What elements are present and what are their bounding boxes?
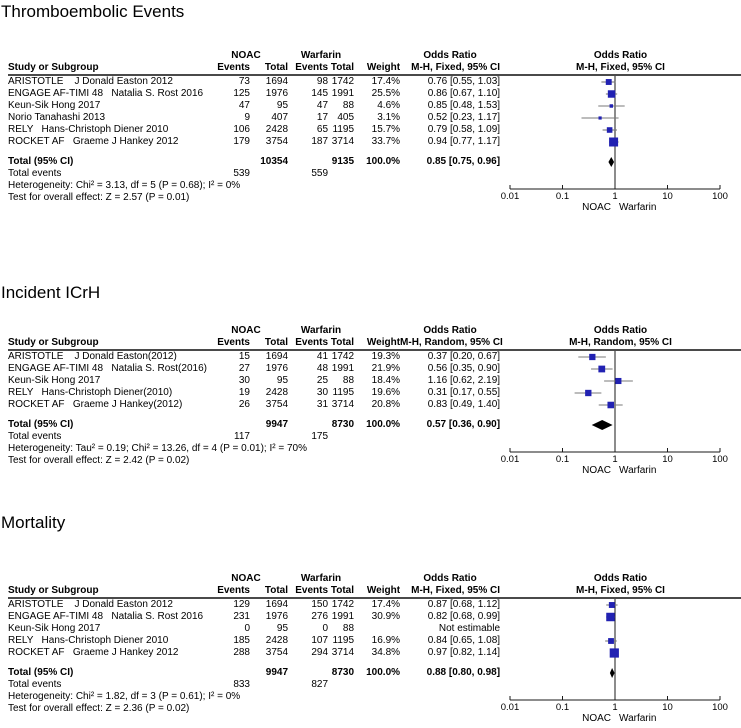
forest-table <box>8 325 503 467</box>
total-events-warfarin: 827 <box>311 679 329 690</box>
group-header-noac: NOAC <box>231 573 261 584</box>
axis-tick-label: 10 <box>662 702 673 713</box>
group-header-noac: NOAC <box>231 325 261 336</box>
group-header-row <box>8 573 500 585</box>
col-header-noac-events: Events <box>204 337 250 350</box>
total-events-label: Total events <box>8 679 62 690</box>
col-header-warfarin-events: Events <box>288 337 328 350</box>
study-effect: Not estimable <box>438 623 501 634</box>
forest-plot <box>500 599 741 726</box>
study-effect: 0.87 [0.68, 1.12] <box>427 599 501 610</box>
axis-tick-label: 0.1 <box>555 191 570 202</box>
axis-tick-label: 10 <box>662 454 673 465</box>
warfarin-total: 1742 <box>331 351 355 362</box>
noac-total: 2428 <box>265 387 289 398</box>
noac-events: 288 <box>233 647 250 658</box>
study-row <box>8 112 500 124</box>
cell <box>288 156 328 168</box>
plot-header-measure: Odds Ratio <box>593 325 648 336</box>
cell <box>328 679 354 691</box>
col-header-noac-events: Events <box>204 585 250 598</box>
study-marker <box>585 390 591 396</box>
col-header-warfarin-events: Events <box>288 62 328 75</box>
study-marker <box>607 127 613 133</box>
study-name: ENGAGE AF-TIMI 48 Natalia S. Rost 2016 <box>8 611 204 622</box>
total-diamond <box>592 420 613 430</box>
group-header-warfarin: Warfarin <box>300 325 342 336</box>
forest-plot <box>500 76 741 215</box>
study-row <box>8 124 500 136</box>
total-label: Total (95% CI) <box>8 156 74 167</box>
col-header-study: Study or Subgroup <box>8 62 204 75</box>
study-row <box>8 635 500 647</box>
heterogeneity-text: Heterogeneity: Tau² = 0.19; Chi² = 13.26, df = 4 (P = 0.01); I² = 70% <box>8 443 307 454</box>
warfarin-total: 88 <box>342 623 355 634</box>
noac-events: 125 <box>233 88 250 99</box>
study-row <box>8 399 500 411</box>
column-header-row <box>8 337 500 350</box>
forest-table <box>8 573 500 715</box>
study-name: ENGAGE AF-TIMI 48 Natalia S. Rost(2016) <box>8 363 207 374</box>
study-effect: 0.85 [0.48, 1.53] <box>427 100 501 111</box>
study-row <box>8 75 500 88</box>
overall-test-text: Test for overall effect: Z = 2.36 (P = 0.02) <box>8 703 190 714</box>
noac-total: 95 <box>276 100 289 111</box>
study-row <box>8 387 500 399</box>
overall-test-text: Test for overall effect: Z = 2.57 (P = 0.01) <box>8 192 190 203</box>
group-header-warfarin: Warfarin <box>300 573 342 584</box>
noac-total: 95 <box>276 623 289 634</box>
study-name: RELY Hans-Christoph Diener(2010) <box>8 387 173 398</box>
study-marker <box>606 79 612 85</box>
total-effect: 0.88 [0.80, 0.98] <box>426 667 501 678</box>
group-header-warfarin: Warfarin <box>300 50 342 61</box>
cell <box>8 573 204 585</box>
axis-tick-label: 10 <box>662 191 673 202</box>
cell <box>250 168 288 180</box>
plot-header <box>500 325 741 351</box>
study-name: ARISTOTLE J Donald Easton 2012 <box>8 76 173 87</box>
warfarin-events: 41 <box>316 351 329 362</box>
study-name: RELY Hans-Christoph Diener 2010 <box>8 635 169 646</box>
col-header-weight: Weight <box>354 62 400 75</box>
warfarin-total: 1991 <box>331 88 355 99</box>
warfarin-events: 65 <box>316 124 329 135</box>
study-weight: 30.9% <box>371 611 401 622</box>
total-effect: 0.85 [0.75, 0.96] <box>426 156 501 167</box>
forest-plot <box>500 351 741 478</box>
total-label: Total (95% CI) <box>8 419 74 430</box>
spacer-row <box>8 411 500 419</box>
panel-title: Mortality <box>1 513 66 532</box>
warfarin-events: 98 <box>316 76 329 87</box>
warfarin-events: 31 <box>316 399 329 410</box>
cell <box>354 50 400 62</box>
cell <box>354 325 400 337</box>
study-marker <box>609 137 618 146</box>
col-header-warfarin-total: Total <box>328 337 354 350</box>
warfarin-events: 107 <box>311 635 329 646</box>
cell <box>204 419 250 431</box>
noac-events: 129 <box>233 599 250 610</box>
plot-header-effect: M-H, Fixed, 95% CI <box>576 62 665 73</box>
overall-test-row <box>8 703 500 715</box>
warfarin-events: 25 <box>316 375 329 386</box>
heterogeneity-row <box>8 180 500 192</box>
noac-events: 73 <box>238 76 250 87</box>
study-row <box>8 350 500 363</box>
study-name: Keun-Sik Hong 2017 <box>8 375 101 386</box>
cell <box>8 659 500 667</box>
study-marker <box>606 613 614 621</box>
table-body <box>8 50 500 204</box>
col-header-study: Study or Subgroup <box>8 337 204 350</box>
table-body <box>8 325 503 467</box>
cell <box>400 168 500 180</box>
study-row <box>8 136 500 148</box>
cell <box>288 419 328 431</box>
favours-right-label: Warfarin <box>619 713 657 724</box>
study-marker <box>608 638 614 644</box>
total-events-warfarin: 559 <box>311 168 329 179</box>
overall-test-row <box>8 192 500 204</box>
col-header-effect: M-H, Fixed, 95% CI <box>400 62 500 75</box>
cell <box>250 431 288 443</box>
col-header-warfarin-total: Total <box>328 585 354 598</box>
study-weight: 33.7% <box>371 136 401 147</box>
overall-test-row <box>8 455 500 467</box>
study-name: RELY Hans-Christoph Diener 2010 <box>8 124 169 135</box>
study-effect: 1.16 [0.62, 2.19] <box>427 375 501 386</box>
axis-tick-label: 100 <box>712 191 728 202</box>
study-name: ROCKET AF Graeme J Hankey(2012) <box>8 399 183 410</box>
study-marker <box>615 378 621 384</box>
total-events-noac: 117 <box>234 431 250 442</box>
noac-total: 95 <box>276 375 289 386</box>
col-header-weight: Weight <box>354 337 400 350</box>
noac-events: 179 <box>233 136 250 147</box>
total-warfarin: 8730 <box>331 419 355 430</box>
group-header-row <box>8 50 500 62</box>
col-header-weight: Weight <box>354 585 400 598</box>
study-row <box>8 363 500 375</box>
total-events-label: Total events <box>8 168 62 179</box>
favours-left-label: NOAC <box>582 465 611 476</box>
noac-total: 3754 <box>265 647 289 658</box>
total-row <box>8 156 500 168</box>
study-weight <box>354 623 400 635</box>
warfarin-total: 88 <box>342 375 355 386</box>
axis-tick-label: 100 <box>712 702 728 713</box>
spacer-row <box>8 659 500 667</box>
warfarin-total: 1742 <box>331 76 355 87</box>
study-row <box>8 375 500 387</box>
study-effect: 0.79 [0.58, 1.09] <box>427 124 501 135</box>
total-weight: 100.0% <box>366 667 401 678</box>
study-name: ENGAGE AF-TIMI 48 Natalia S. Rost 2016 <box>8 88 204 99</box>
noac-events: 15 <box>238 351 250 362</box>
study-effect: 0.84 [0.65, 1.08] <box>427 635 501 646</box>
col-header-noac-total: Total <box>250 337 288 350</box>
noac-total: 2428 <box>265 635 289 646</box>
warfarin-total: 3714 <box>331 136 355 147</box>
heterogeneity-row <box>8 691 500 703</box>
warfarin-events: 0 <box>322 623 329 634</box>
study-name: Norio Tanahashi 2013 <box>8 112 106 123</box>
noac-events: 27 <box>238 363 250 374</box>
warfarin-events: 17 <box>316 112 329 123</box>
plot-header-effect: M-H, Random, 95% CI <box>569 337 672 348</box>
noac-events: 30 <box>238 375 250 386</box>
study-effect: 0.97 [0.82, 1.14] <box>427 647 501 658</box>
noac-events: 0 <box>244 623 250 634</box>
noac-total: 1694 <box>265 599 289 610</box>
cell <box>8 148 500 156</box>
col-header-noac-events: Events <box>204 62 250 75</box>
spacer-row <box>8 148 500 156</box>
group-header-odds-ratio: Odds Ratio <box>423 573 477 584</box>
study-effect: 0.52 [0.23, 1.17] <box>427 112 501 123</box>
study-effect: 0.31 [0.17, 0.55] <box>427 387 501 398</box>
col-header-warfarin-total: Total <box>328 62 354 75</box>
warfarin-events: 150 <box>311 599 329 610</box>
study-weight: 4.6% <box>377 100 401 111</box>
cell <box>250 679 288 691</box>
warfarin-total: 1991 <box>331 611 355 622</box>
warfarin-events: 47 <box>316 100 329 111</box>
favours-right-label: Warfarin <box>619 202 657 213</box>
axis-tick-label: 0.1 <box>555 454 570 465</box>
cell <box>8 50 204 62</box>
study-marker <box>610 648 619 657</box>
study-effect: 0.76 [0.55, 1.03] <box>427 76 501 87</box>
col-header-warfarin-events: Events <box>288 585 328 598</box>
total-events-row <box>8 168 500 180</box>
study-weight: 18.4% <box>371 375 401 386</box>
cell <box>204 667 250 679</box>
total-events-label: Total events <box>8 431 62 442</box>
group-header-odds-ratio: Odds Ratio <box>423 50 477 61</box>
study-name: ROCKET AF Graeme J Hankey 2012 <box>8 136 179 147</box>
study-marker <box>589 354 595 360</box>
cell <box>354 679 400 691</box>
forest-table <box>8 50 500 204</box>
study-weight: 19.3% <box>371 351 401 362</box>
col-header-study: Study or Subgroup <box>8 585 204 598</box>
total-events-row <box>8 679 500 691</box>
plot-header-measure: Odds Ratio <box>593 50 648 61</box>
warfarin-events: 48 <box>316 363 329 374</box>
warfarin-events: 187 <box>311 136 329 147</box>
study-weight: 34.8% <box>371 647 401 658</box>
warfarin-events: 276 <box>311 611 329 622</box>
study-marker <box>598 116 601 119</box>
group-header-noac: NOAC <box>231 50 261 61</box>
study-row <box>8 611 500 623</box>
warfarin-total: 1742 <box>331 599 355 610</box>
total-diamond <box>610 668 615 678</box>
group-header-row <box>8 325 500 337</box>
cell <box>354 168 400 180</box>
cell <box>400 679 500 691</box>
table-body <box>8 573 500 715</box>
study-weight: 19.6% <box>371 387 401 398</box>
noac-total: 3754 <box>265 136 289 147</box>
noac-total: 1976 <box>265 611 289 622</box>
warfarin-total: 3714 <box>331 647 355 658</box>
plot-header-effect: M-H, Fixed, 95% CI <box>576 585 665 596</box>
cell <box>328 431 354 443</box>
total-warfarin: 8730 <box>331 667 355 678</box>
warfarin-total: 88 <box>342 100 355 111</box>
total-events-noac: 833 <box>233 679 250 690</box>
total-row <box>8 667 500 679</box>
overall-test-text: Test for overall effect: Z = 2.42 (P = 0.02) <box>8 455 190 466</box>
noac-total: 1976 <box>265 363 289 374</box>
panel-title: Thromboembolic Events <box>1 2 185 21</box>
noac-events: 106 <box>233 124 250 135</box>
col-header-effect: M-H, Fixed, 95% CI <box>400 585 500 598</box>
noac-total: 1694 <box>265 351 289 362</box>
group-header-odds-ratio: Odds Ratio <box>423 325 477 336</box>
noac-events: 19 <box>238 387 250 398</box>
study-row <box>8 100 500 112</box>
warfarin-total: 1195 <box>332 124 355 135</box>
noac-events: 185 <box>233 635 250 646</box>
total-weight: 100.0% <box>366 156 401 167</box>
noac-total: 3754 <box>265 399 289 410</box>
study-weight: 20.8% <box>371 399 401 410</box>
cell <box>8 325 204 337</box>
study-marker <box>610 104 613 107</box>
cell <box>8 411 500 419</box>
study-weight: 15.7% <box>371 124 401 135</box>
total-weight: 100.0% <box>366 419 401 430</box>
cell <box>400 431 500 443</box>
col-header-noac-total: Total <box>250 62 288 75</box>
study-weight: 21.9% <box>371 363 401 374</box>
axis-tick-label: 0.01 <box>500 702 520 713</box>
noac-events: 9 <box>244 112 250 123</box>
total-warfarin: 9135 <box>331 156 355 167</box>
axis-tick-label: 1 <box>612 191 618 202</box>
total-noac: 10354 <box>260 156 289 167</box>
warfarin-total: 1195 <box>332 635 355 646</box>
total-events-warfarin: 175 <box>311 431 329 442</box>
cell <box>354 573 400 585</box>
cell <box>204 156 250 168</box>
total-events-row <box>8 431 500 443</box>
warfarin-total: 405 <box>337 112 355 123</box>
noac-total: 407 <box>271 112 289 123</box>
favours-left-label: NOAC <box>582 202 611 213</box>
total-events-noac: 539 <box>233 168 250 179</box>
study-effect: 0.82 [0.68, 0.99] <box>427 611 501 622</box>
study-weight: 3.1% <box>377 112 401 123</box>
warfarin-events: 145 <box>311 88 329 99</box>
axis-tick-label: 1 <box>612 454 618 465</box>
study-effect: 0.37 [0.20, 0.67] <box>427 351 501 362</box>
noac-events: 26 <box>238 399 250 410</box>
study-row <box>8 623 500 635</box>
study-marker <box>608 90 615 97</box>
study-marker <box>598 366 605 373</box>
study-effect: 0.94 [0.77, 1.17] <box>427 136 501 147</box>
study-effect: 0.56 [0.35, 0.90] <box>427 363 501 374</box>
axis-tick-label: 0.01 <box>500 454 520 465</box>
noac-total: 2428 <box>265 124 289 135</box>
study-weight: 16.9% <box>371 635 401 646</box>
study-weight: 17.4% <box>371 599 401 610</box>
total-noac: 9947 <box>265 419 289 430</box>
cell <box>288 667 328 679</box>
study-effect: 0.86 [0.67, 1.10] <box>427 88 501 99</box>
total-diamond <box>608 157 614 167</box>
plot-header-measure: Odds Ratio <box>593 573 648 584</box>
panel-title: Incident ICrH <box>1 283 101 302</box>
study-row <box>8 598 500 611</box>
total-label: Total (95% CI) <box>8 667 74 678</box>
col-header-noac-total: Total <box>250 585 288 598</box>
total-row <box>8 419 500 431</box>
study-name: Keun-Sik Hong 2017 <box>8 100 101 111</box>
plot-header <box>500 50 741 76</box>
noac-events: 231 <box>233 611 250 622</box>
noac-total: 1976 <box>265 88 289 99</box>
study-effect: 0.83 [0.49, 1.40] <box>427 399 501 410</box>
study-row <box>8 88 500 100</box>
heterogeneity-text: Heterogeneity: Chi² = 3.13, df = 5 (P = 0.68); I² = 0% <box>8 180 241 191</box>
noac-events: 47 <box>238 100 250 111</box>
study-name: Keun-Sik Hong 2017 <box>8 623 101 634</box>
heterogeneity-row <box>8 443 500 455</box>
study-name: ROCKET AF Graeme J Hankey 2012 <box>8 647 179 658</box>
study-marker <box>607 402 614 409</box>
column-header-row <box>8 62 500 75</box>
axis-tick-label: 0.1 <box>555 702 570 713</box>
favours-right-label: Warfarin <box>619 465 657 476</box>
study-weight: 17.4% <box>371 76 401 87</box>
noac-total: 1694 <box>265 76 289 87</box>
plot-header <box>500 573 741 599</box>
study-marker <box>609 602 615 608</box>
warfarin-events: 30 <box>316 387 329 398</box>
warfarin-total: 1991 <box>331 363 355 374</box>
cell <box>354 431 400 443</box>
cell <box>328 168 354 180</box>
warfarin-total: 1195 <box>332 387 355 398</box>
axis-tick-label: 0.01 <box>500 191 520 202</box>
warfarin-total: 3714 <box>331 399 355 410</box>
study-row <box>8 647 500 659</box>
col-header-effect: M-H, Random, 95% CI <box>400 337 503 348</box>
warfarin-events: 294 <box>311 647 329 658</box>
total-noac: 9947 <box>265 667 289 678</box>
study-weight: 25.5% <box>371 88 401 99</box>
study-name: ARISTOTLE J Donald Easton 2012 <box>8 599 173 610</box>
heterogeneity-text: Heterogeneity: Chi² = 1.82, df = 3 (P = 0.61); I² = 0% <box>8 691 241 702</box>
column-header-row <box>8 585 500 598</box>
axis-tick-label: 100 <box>712 454 728 465</box>
study-name: ARISTOTLE J Donald Easton(2012) <box>8 351 177 362</box>
axis-tick-label: 1 <box>612 702 618 713</box>
total-effect: 0.57 [0.36, 0.90] <box>426 419 501 430</box>
favours-left-label: NOAC <box>582 713 611 724</box>
